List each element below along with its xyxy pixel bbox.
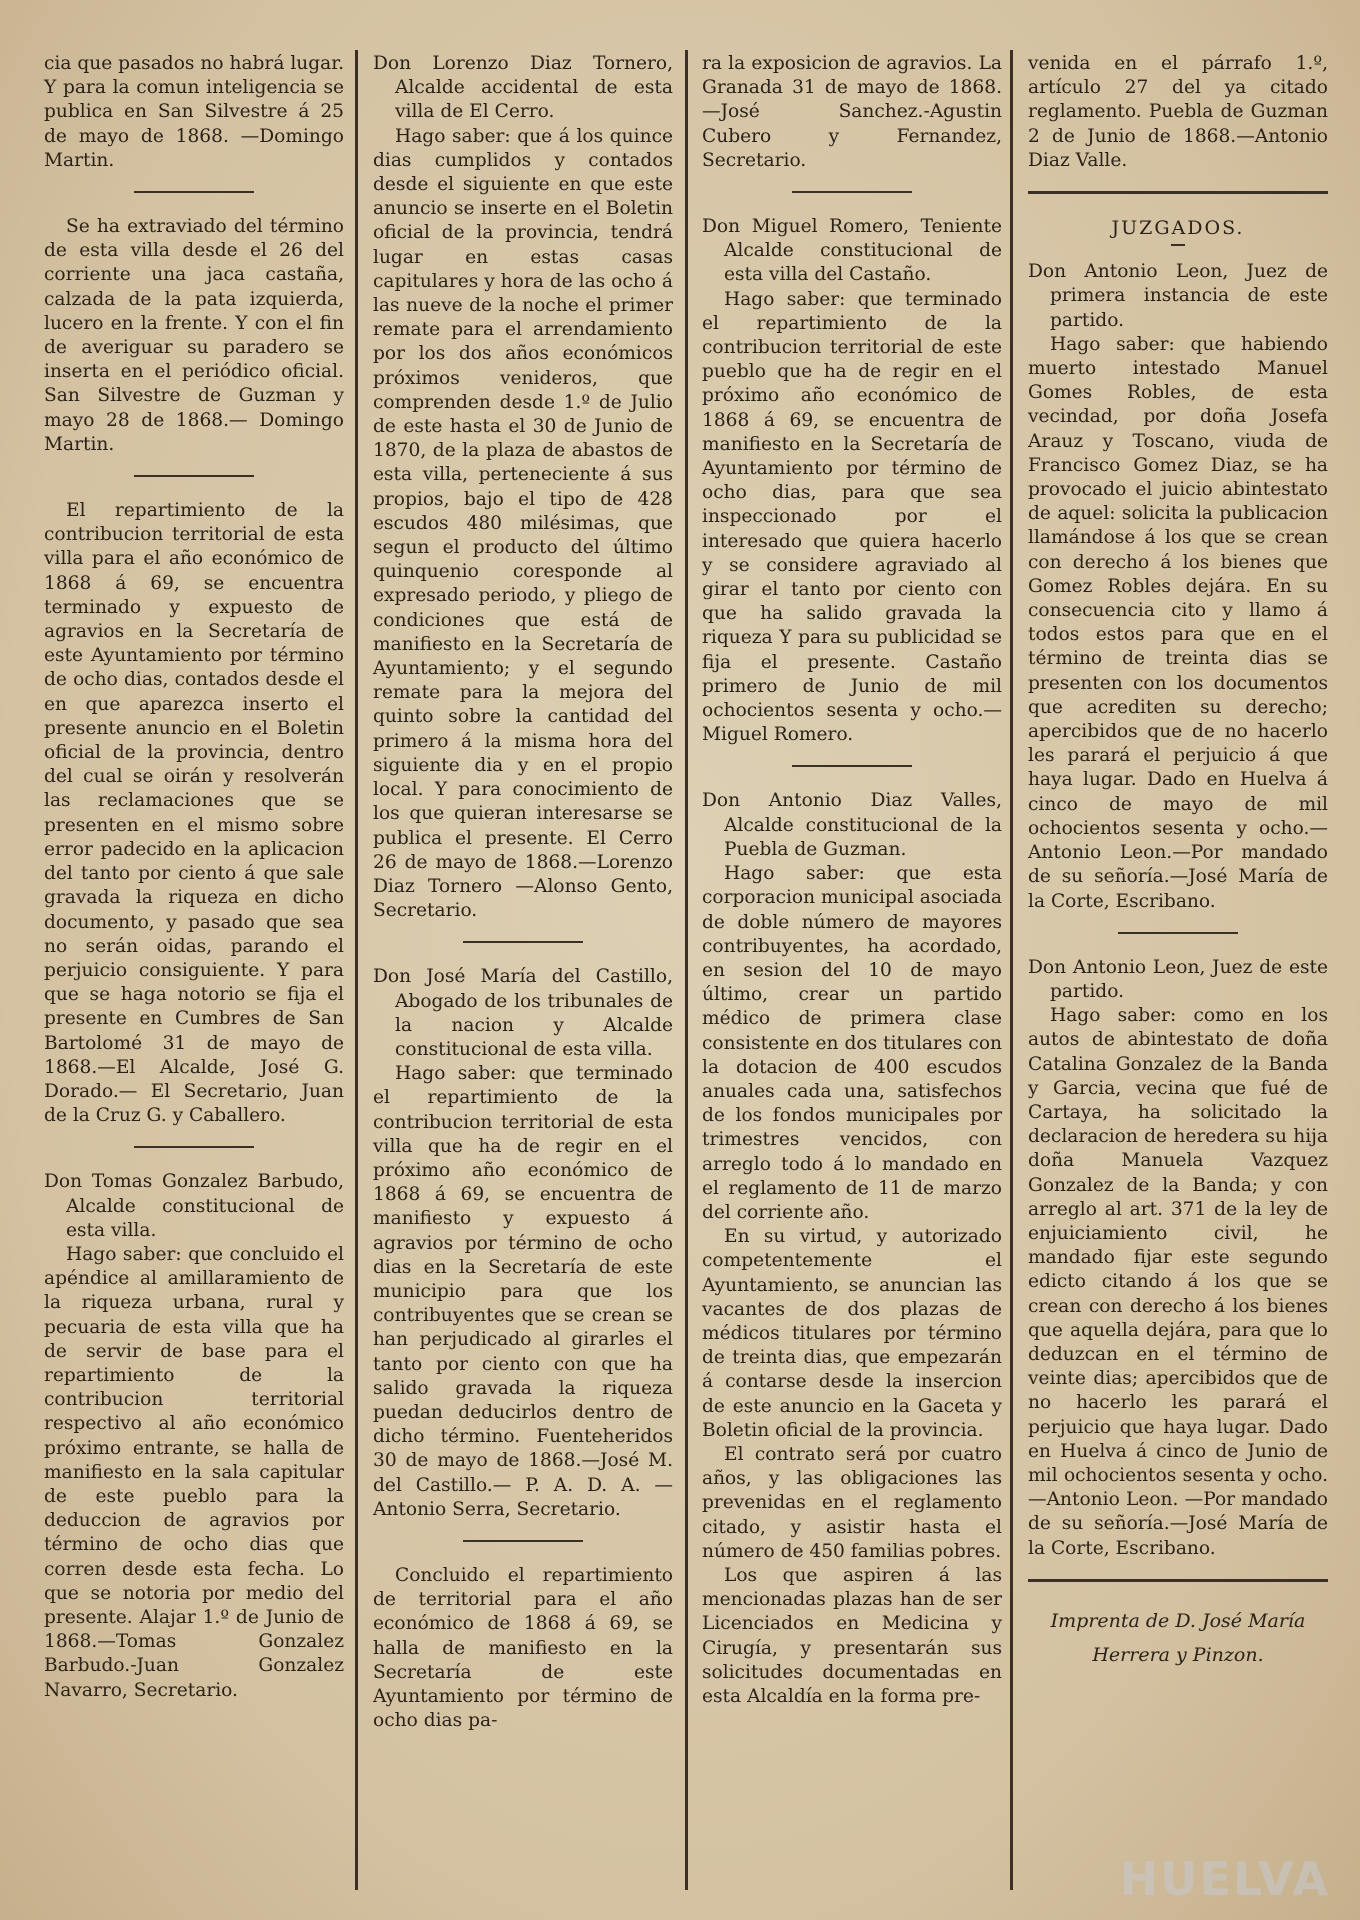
- notice: [702, 215, 1002, 747]
- notice-paragraph: Se ha extraviado del término de esta villa desde el 26 del corriente una jaca castaña, calzada de la pata izquierda, lucero en la frente. Y con el fin de averiguar su paradero se inserta en el periódico oficial. San Silvestre de Guzman y mayo 28 de 1868.— Domingo Martin.: [44, 216, 344, 455]
- notice-paragraph: El repartimiento de la contribucion territorial de esta villa para el año económico de 1868 á 69, se encuentra terminado y expuesto de agravios en la Secretaría de este Ayuntamiento por término de ocho dias, contados desde el en que aparezca inserto el presente anuncio en el Boletin oficial de la provincia, dentro del cual se oirán y resolverán las reclamaciones que se presenten en el mismo sobre error padecido en la aplicacion del tanto por ciento á que sale gravada la riqueza en dicho documento, y pasado que sea no serán oidas, parando el perjuicio consiguiente. Y para que se haga notorio se fija el presente en Cumbres de San Bartolomé 31 de mayo de 1868.—El Alcalde, José G. Dorado.— El Secretario, Juan de la Cruz G. y Caballero.: [44, 500, 344, 1127]
- notice: [1028, 260, 1328, 913]
- notice: [373, 965, 673, 1522]
- column-rule: [355, 50, 358, 1890]
- notice: [702, 52, 1002, 173]
- title-ornament: [1171, 244, 1185, 246]
- column-1: [44, 52, 344, 1717]
- separator: [134, 191, 254, 193]
- imprint-line: Herrera y Pinzon.: [1092, 1643, 1264, 1666]
- notice-heading: Don Tomas Gonzalez Barbudo, Alcalde constitucional de esta villa.: [44, 1171, 344, 1241]
- notice-paragraph: ra la exposicion de agravios. La Granada 31 de mayo de 1868.—José Sanchez.-Agustin Cubero y Fernandez, Secretario.: [702, 53, 1002, 171]
- notice-paragraph: Hago saber: que terminado el repartimiento de la contribucion territorial de esta villa que ha de regir en el próximo año económico de 1868 á 69, se encuentra de manifiesto y expuesto á agravios por término de ocho dias en la Secretaría de este municipio para que los contribuyentes que se crean se han perjudicado al girarles el tanto por ciento con que ha salido gravada la riqueza puedan deducirlos dentro de dicho término. Fuenteheridos 30 de mayo de 1868.—José M. del Castillo.— P. A. D. A. —Antonio Serra, Secretario.: [373, 1063, 673, 1520]
- notice-paragraph: El contrato será por cuatro años, y las obligaciones las prevenidas en el reglamento citado, y asistir hasta el número de 450 familias pobres.: [702, 1443, 1002, 1562]
- notice-paragraph: venida en el párrafo 1.º, artículo 27 del ya citado reglamento. Puebla de Guzman 2 de Junio de 1868.—Antonio Diaz Valle.: [1028, 53, 1328, 171]
- notice-heading: Don José María del Castillo, Abogado de los tribunales de la nacion y Alcalde constitucional de esta villa.: [373, 966, 673, 1060]
- notice: [1028, 52, 1328, 173]
- separator: [134, 1146, 254, 1148]
- column-2: [373, 52, 673, 1747]
- archive-watermark: HUELVA: [1119, 1852, 1330, 1906]
- column-3: [702, 52, 1002, 1723]
- notice-paragraph: Concluido el repartimiento de territorial para el año económico de 1868 á 69, se halla de manifiesto en la Secretaría de este Ayuntamiento por término de ocho dias pa-: [373, 1564, 673, 1732]
- notice-heading: Don Antonio Diaz Valles, Alcalde constitucional de la Puebla de Guzman.: [702, 790, 1002, 860]
- separator: [463, 941, 583, 943]
- separator: [1118, 932, 1238, 934]
- notice-heading: Don Lorenzo Diaz Tornero, Alcalde accidental de esta villa de El Cerro.: [373, 53, 673, 123]
- notice-heading: Don Antonio Leon, Juez de este partido.: [1028, 956, 1328, 1002]
- notice-paragraph: Hago saber: que habiendo muerto intestado Manuel Gomes Robles, de esta vecindad, por doña Josefa Arauz y Toscano, viuda de Francisco Gomez Diaz, se ha provocado el juicio abintestato de aquel: solicita la publicacion llamándose á los que se crean con derecho á los bienes que Gomez Robles dejára. En su consecuencia cito y llamo á todos estos para que en el término de treinta dias se presenten con los documentos que acrediten su derecho; apercibidos que de no hacerlo les parará el perjuicio á que haya lugar. Dado en Huelva á cinco de mayo de mil ochocientos sesenta y ocho.—Antonio Leon.—Por mandado de su señoría.—José María de la Corte, Escribano.: [1028, 333, 1328, 912]
- notice: [702, 789, 1002, 1709]
- notice-paragraph: Hago saber: que terminado el repartimiento de la contribucion territorial de este pueblo que ha de regir en el próximo año económico de 1868 á 69, se encuentra de manifiesto en la Secretaría de Ayuntamiento por término de ocho dias, para que sea inspeccionado por el interesado que quiera hacerlo y se considere agraviado al girar el tanto por ciento con que ha salido gravada la riqueza Y para su publicidad se fija el presente. Castaño primero de Junio de mil ochocientos sesenta y ocho.—Miguel Romero.: [702, 288, 1002, 746]
- imprint-line: Imprenta de D. José María: [1050, 1609, 1306, 1632]
- notice-paragraph: Los que aspiren á las mencionadas plazas han de ser Licenciados en Medicina y Cirugía, y presentarán sus solicitudes documentadas en esta Alcaldía en la forma pre-: [702, 1564, 1002, 1707]
- notice: [44, 499, 344, 1128]
- column-rule: [1010, 50, 1013, 1890]
- notice-paragraph: En su virtud, y autorizado competentemente el Ayuntamiento, se anuncian las vacantes de dos plazas de médicos titulares por término de treinta dias, que empezarán á contarse desde la insercion de este anuncio en la Gaceta y Boletin oficial de la provincia.: [702, 1226, 1002, 1441]
- printer-imprint: [1028, 1604, 1328, 1672]
- notice-paragraph: Hago saber: como en los autos de abintestato de doña Catalina Gonzalez de la Banda y Garcia, vecina que fué de Cartaya, ha solicitado la declaracion de heredera su hija doña Manuela Vazquez Gonzalez de la Banda; y con arreglo al art. 371 de la ley de enjuiciamiento civil, he mandado fijar este segundo edicto citando á los que se crean con derecho á los bienes que aquella dejára, para que lo deduzcan en el término de veinte dias; apercibidos que de no hacerlo les parará el perjuicio que haya lugar. Dado en Huelva á cinco de Junio de mil ochocientos sesenta y ocho. —Antonio Leon. —Por mandado de su señoría.—José María de la Corte, Escribano.: [1028, 1005, 1328, 1559]
- notice-paragraph: cia que pasados no habrá lugar. Y para la comun inteligencia se publica en San Silvestre á 25 de mayo de 1868. —Domingo Martin.: [44, 53, 344, 171]
- notice: [44, 1170, 344, 1702]
- separator: [792, 765, 912, 767]
- notice: [373, 1564, 673, 1733]
- notice: [1028, 956, 1328, 1561]
- notice-paragraph: Hago saber: que concluido el apéndice al amillaramiento de la riqueza urbana, rural y pecuaria de esta villa que ha de servir de base para el repartimiento de la contribucion territorial respectivo al año económico próximo entrante, se halla de manifiesto en la sala capitular de este pueblo para la deduccion de agravios por término de ocho dias que corren desde esta fecha. Lo que se notoria por medio del presente. Alajar 1.º de Junio de 1868.—Tomas Gonzalez Barbudo.-Juan Gonzalez Navarro, Secretario.: [44, 1243, 344, 1701]
- section-title: JUZGADOS.: [1111, 217, 1245, 240]
- column-4: [1028, 52, 1328, 1672]
- notice-heading: Don Antonio Leon, Juez de primera instancia de este partido.: [1028, 261, 1328, 331]
- section-divider: [1028, 191, 1328, 194]
- notice-heading: Don Miguel Romero, Teniente Alcalde constitucional de esta villa del Castaño.: [702, 216, 1002, 286]
- column-rule: [685, 50, 688, 1890]
- section-divider: [1028, 1579, 1328, 1582]
- notice: [44, 52, 344, 173]
- separator: [134, 475, 254, 477]
- separator: [463, 1540, 583, 1542]
- notice: [373, 52, 673, 923]
- notice-paragraph: Hago saber: que esta corporacion municipal asociada de doble número de mayores contribuyentes, ha acordado, en sesion del 10 de mayo último, crear un partido médico de primera clase consistente en dos titulares con la dotacion de 400 escudos anuales cada una, satisfechos de los fondos municipales por trimestres vencidos, con arreglo todo á lo mandado en el reglamento de 11 de marzo del corriente año.: [702, 863, 1002, 1223]
- separator: [792, 191, 912, 193]
- notice: [44, 215, 344, 457]
- notice-paragraph: Hago saber: que á los quince dias cumplidos y contados desde el siguiente en que este anuncio se inserte en el Boletin oficial de la provincia, tendrá lugar en estas casas capitulares y hora de las ocho á las nueve de la noche el primer remate para el arrendamiento por los dos años económicos próximos venideros, que comprenden desde 1.º de Julio de este hasta el 30 de Junio de 1870, de la plaza de abastos de esta villa, perteneciente á sus propios, bajo el tipo de 428 escudos 480 milésimas, que segun el producto del último quinquenio coresponde al expresado periodo, y pliego de condiciones que está de manifiesto en la Secretaría de Ayuntamiento; y el segundo remate para la mejora del quinto sobre la cantidad del primero á la misma hora del siguiente dia y en el propio local. Y para conocimiento de los que quieran interesarse se publica el presente. El Cerro 26 de mayo de 1868.—Lorenzo Diaz Tornero —Alonso Gento, Secretario.: [373, 125, 673, 922]
